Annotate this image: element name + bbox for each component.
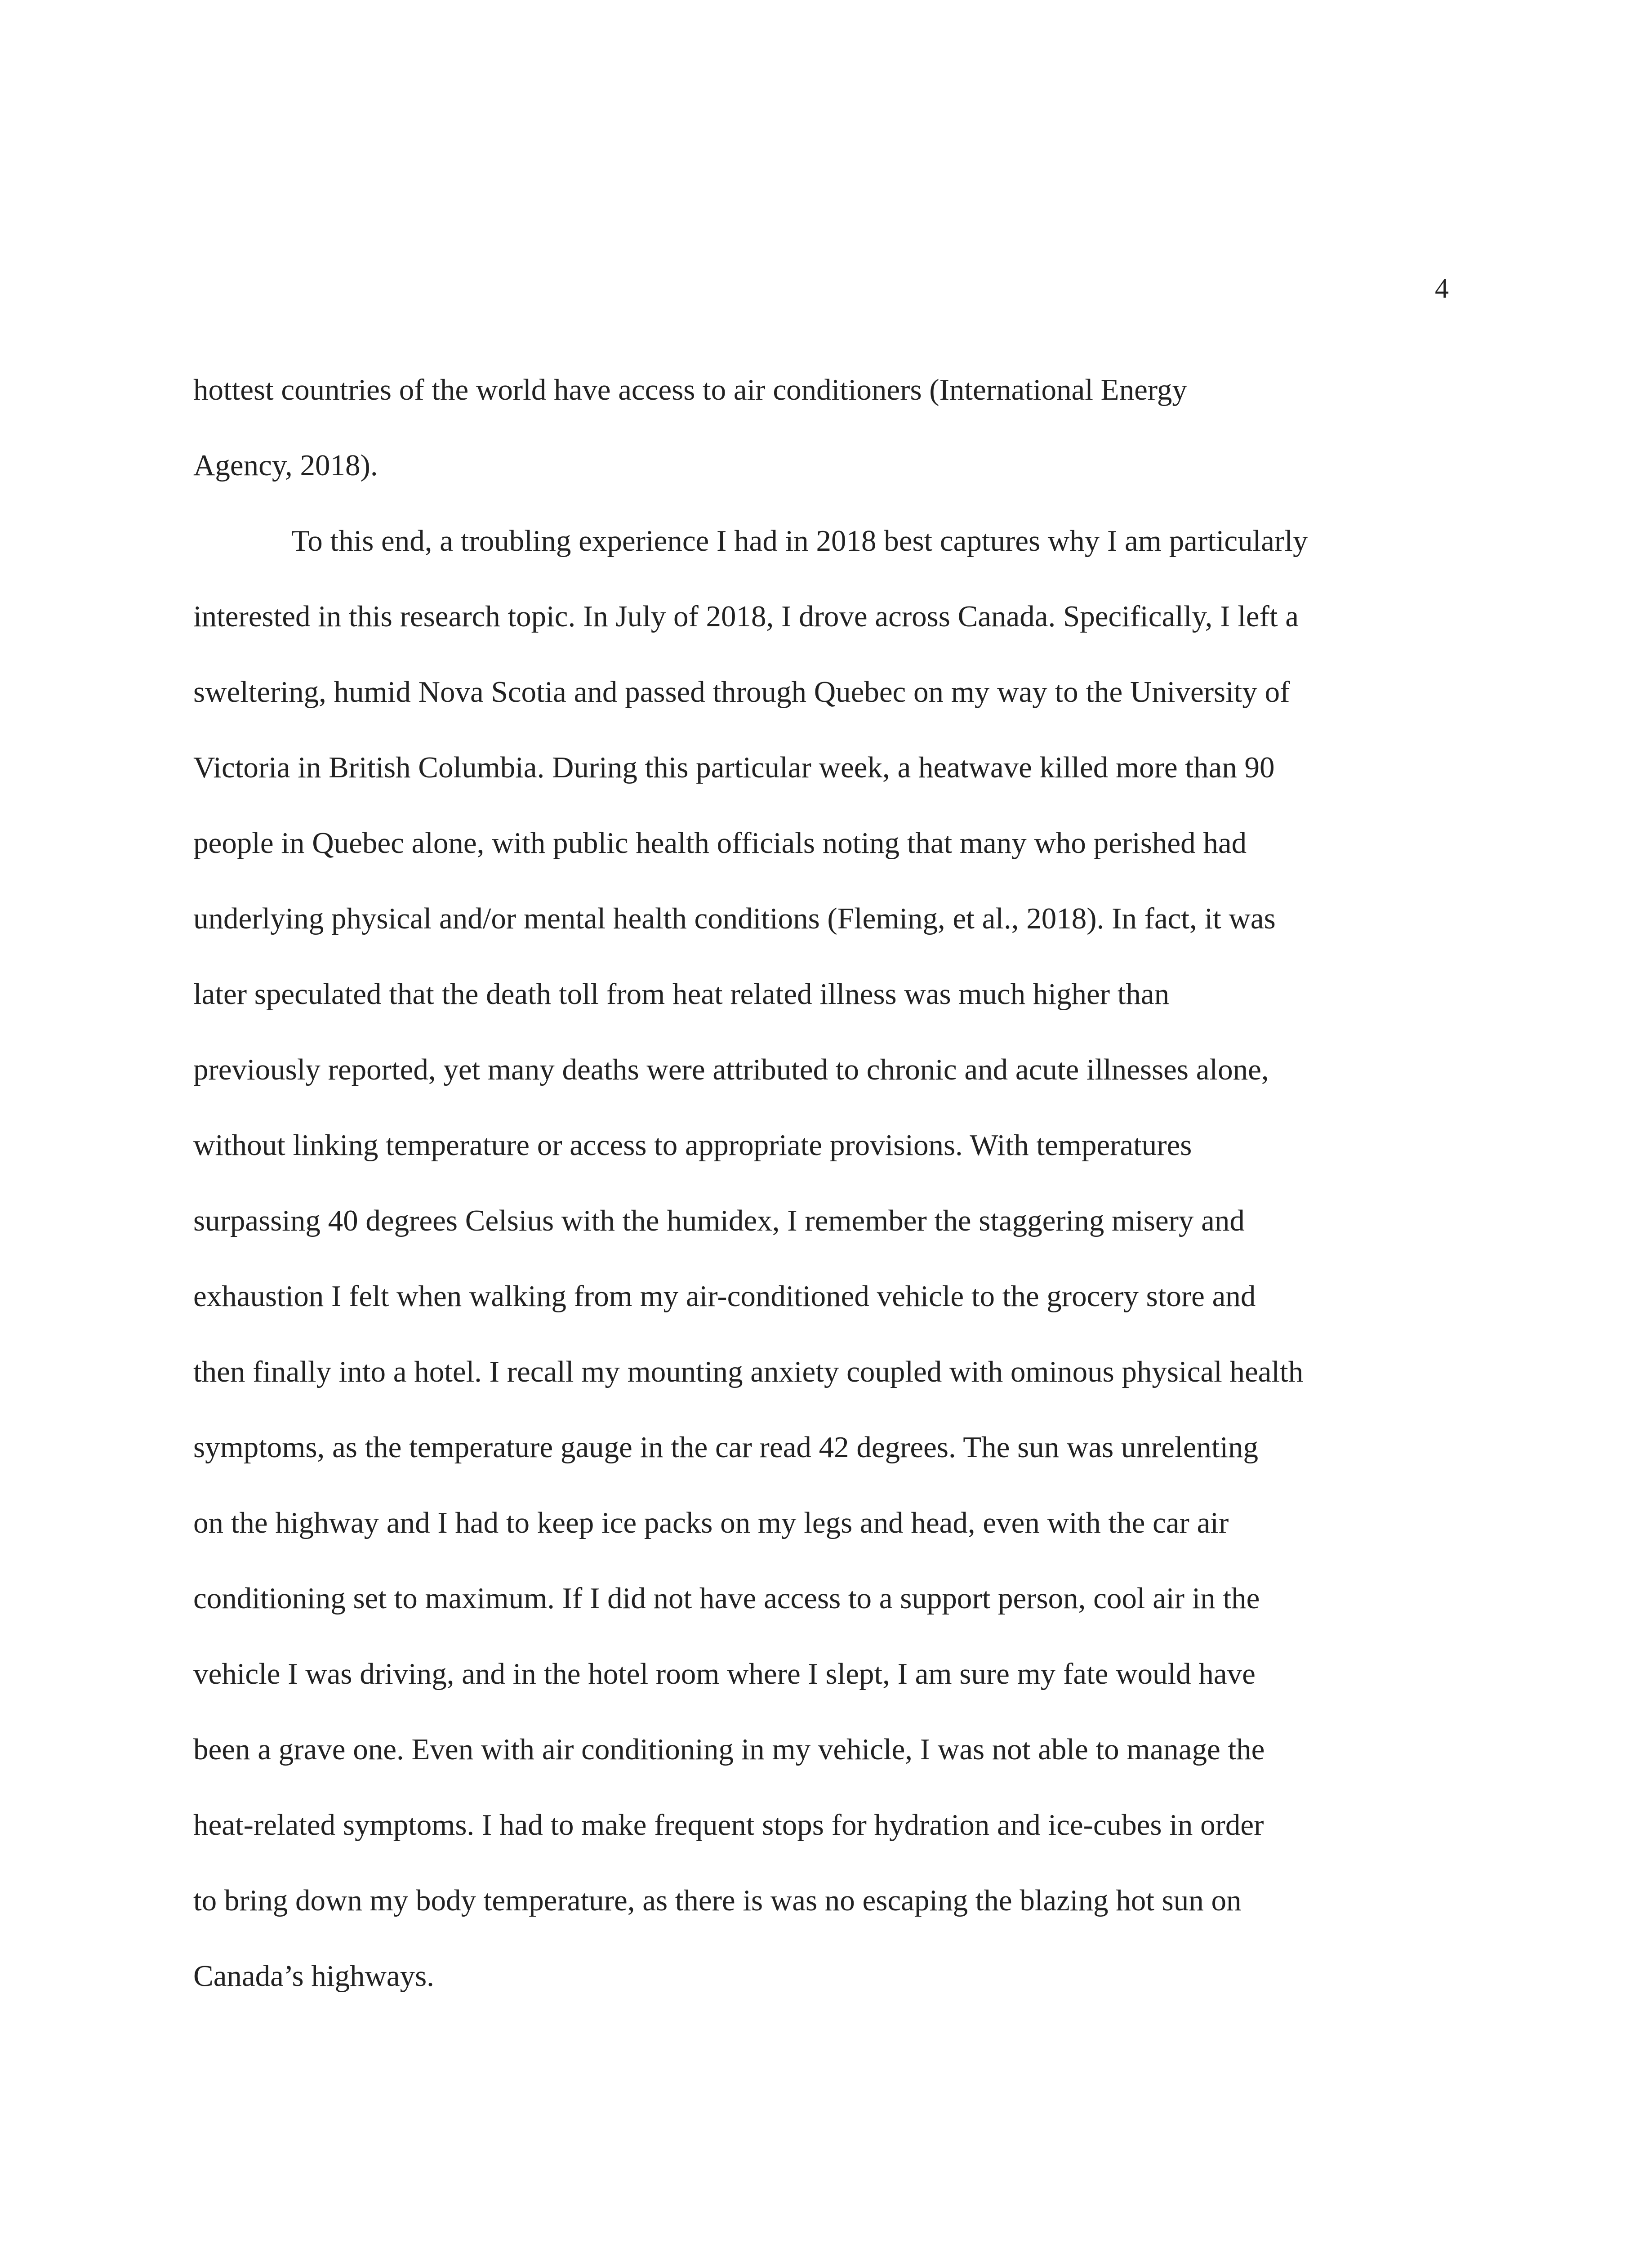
- text-line: without linking temperature or access to appropriate provisions. With temperatures: [193, 1128, 1192, 1162]
- text-line: been a grave one. Even with air conditioning in my vehicle, I was not able to manage the: [193, 1733, 1265, 1766]
- paragraph-1: [193, 370, 1465, 521]
- text-line: sweltering, humid Nova Scotia and passed through Quebec on my way to the University of: [193, 675, 1290, 709]
- text-line: To this end, a troubling experience I had in 2018 best captures why I am particularly: [291, 524, 1308, 558]
- text-line: conditioning set to maximum. If I did not have access to a support person, cool air in the: [193, 1582, 1260, 1615]
- text-line: vehicle I was driving, and in the hotel room where I slept, I am sure my fate would have: [193, 1657, 1256, 1690]
- text-line: surpassing 40 degrees Celsius with the humidex, I remember the staggering misery and: [193, 1204, 1245, 1237]
- text-line: underlying physical and/or mental health conditions (Fleming, et al., 2018). In fact, it was: [193, 902, 1276, 935]
- text-line: heat-related symptoms. I had to make frequent stops for hydration and ice-cubes in order: [193, 1808, 1264, 1842]
- text-line: interested in this research topic. In July of 2018, I drove across Canada. Specifically, I left a: [193, 600, 1299, 633]
- text-line: exhaustion I felt when walking from my air-conditioned vehicle to the grocery store and: [193, 1280, 1256, 1313]
- text-line: then finally into a hotel. I recall my mounting anxiety coupled with ominous physical health: [193, 1355, 1304, 1388]
- text-line: Agency, 2018).: [193, 449, 378, 482]
- text-line: previously reported, yet many deaths were attributed to chronic and acute illnesses alone,: [193, 1053, 1269, 1086]
- body-text: [193, 370, 1465, 2031]
- text-line: to bring down my body temperature, as there is was no escaping the blazing hot sun on: [193, 1884, 1242, 1917]
- text-line: hottest countries of the world have access to air conditioners (International Energy: [193, 373, 1187, 406]
- paragraph-2: [193, 521, 1465, 2031]
- text-line: later speculated that the death toll from heat related illness was much higher than: [193, 977, 1170, 1011]
- text-line: people in Quebec alone, with public health officials noting that many who perished had: [193, 826, 1247, 860]
- text-line: Canada’s highways.: [193, 1959, 434, 1993]
- text-line: Victoria in British Columbia. During this particular week, a heatwave killed more than 90: [193, 751, 1275, 784]
- page-number: 4: [1435, 273, 1449, 304]
- text-line: on the highway and I had to keep ice packs on my legs and head, even with the car air: [193, 1506, 1229, 1539]
- text-line: symptoms, as the temperature gauge in the car read 42 degrees. The sun was unrelenting: [193, 1431, 1259, 1464]
